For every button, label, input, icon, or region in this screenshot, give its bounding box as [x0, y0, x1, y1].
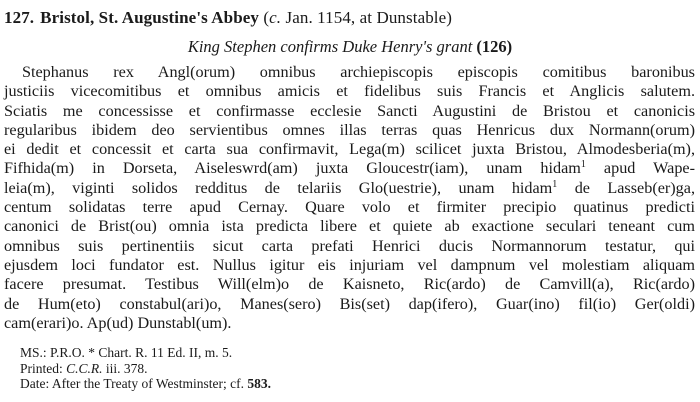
body-line: Fifhida(m) in Dorseta, Aiseleswrd(am) juxta Gloucestr(iam), unam hidam$^1$ apud Wape-: [4, 159, 695, 178]
manuscript-note: MS.: P.R.O. * Chart. R. 11 Ed. II, m. 5.: [20, 345, 233, 360]
body-line: centum solidatas terre apud Cernay. Quare volo et firmiter precipio quatinus predicti: [4, 198, 695, 217]
charter-body: [4, 63, 695, 333]
charter-date: (c. Jan. 1154, at Dunstable): [263, 8, 453, 27]
body-line: facere presumat. Testibus Will(elm)o de Kaisneto, Ric(ardo) de Camvill(a), Ric(ardo): [4, 275, 695, 294]
body-line: Stephanus rex Angl(orum) omnibus archiepiscopis episcopis comitibus baronibus: [22, 63, 695, 81]
charter-number: 127.: [4, 8, 35, 27]
body-line: ei dedit et concessit et carta sua confirmavit, Lega(m) scilicet juxta Bristou, Almodesberia(m),: [4, 140, 695, 159]
subtitle-reference: (126): [476, 37, 513, 56]
body-line: ejusdem loci fundator est. Nullus igitur eis injuriam vel dampnum vel molestiam aliquam: [4, 255, 695, 274]
body-line: cam(erari)o. Ap(ud) Dunstabl(um).: [4, 313, 232, 332]
body-line: justiciis vicecomitibus et omnibus amicis et fidelibus suis Francis et Anglicis salutem.: [4, 82, 695, 101]
footnote-mark: 1: [552, 178, 558, 190]
subtitle-text: King Stephen confirms Duke Henry's grant: [187, 37, 473, 56]
source-notes: [20, 345, 271, 392]
body-line: Sciatis me concessisse et confirmasse ecclesie Sancti Augustini de Bristou et canonicis: [4, 101, 695, 120]
body-line: canonici de Brist(ou) omnia ista predicta libere et quiete ab exactione seculari teneant cum: [4, 217, 695, 236]
footnote-mark: 1: [580, 159, 586, 171]
charter-subtitle: [0, 37, 700, 57]
printed-note: Printed: C.C.R. iii. 378.: [20, 360, 148, 376]
charter-title: Bristol, St. Augustine's Abbey: [40, 8, 260, 27]
body-line: regularibus ibidem deo servientibus omnes illas terras quas Henricus dux Normann(orum): [4, 120, 695, 139]
body-line: de Hum(eto) constabul(ari)o, Manes(sero) Bis(set) dap(ifero), Guar(ino) fil(io) Ger(oldi): [4, 294, 695, 313]
body-line: leia(m), viginti solidos redditus de telariis Glo(uestrie), unam hidam$^1$ de Lasseb(er)ga,: [4, 178, 695, 197]
charter-heading: [4, 8, 452, 28]
date-note: Date: After the Treaty of Westminster; cf. 583.: [20, 376, 271, 391]
body-line: omnibus suis pertinentiis sicut carta prefati Henrici ducis Normannorum testatur, qui: [4, 236, 695, 255]
